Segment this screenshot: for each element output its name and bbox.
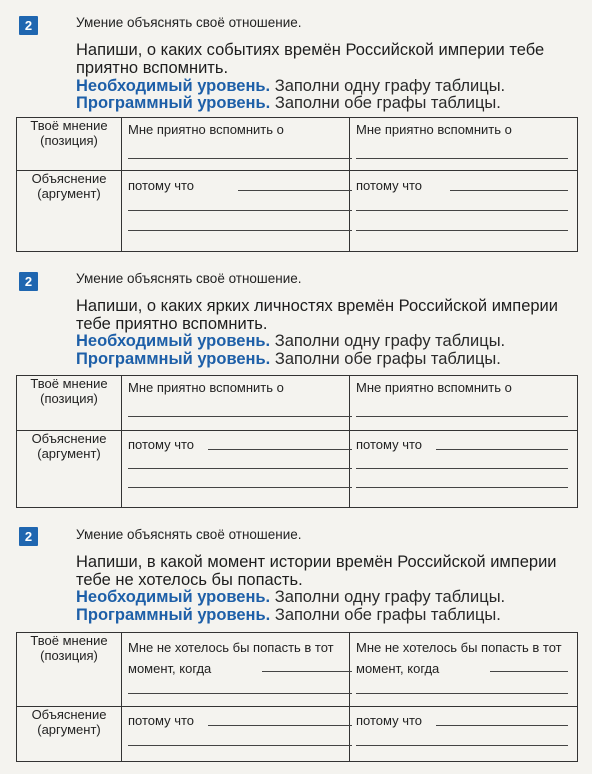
answer-line[interactable] bbox=[128, 745, 352, 746]
required-level-text: Заполни одну графу таблицы. bbox=[274, 332, 506, 350]
program-level-label: Программный уровень. bbox=[76, 606, 271, 624]
required-level-label: Необходимый уровень. bbox=[76, 332, 271, 350]
col-header: Мне приятно вспомнить о bbox=[128, 122, 284, 137]
answer-table bbox=[16, 632, 578, 762]
because-label: потому что bbox=[356, 178, 423, 193]
answer-line[interactable] bbox=[208, 449, 352, 450]
answer-line[interactable] bbox=[356, 468, 568, 469]
answer-line[interactable] bbox=[490, 671, 568, 672]
answer-line[interactable] bbox=[128, 487, 352, 488]
answer-table bbox=[16, 375, 578, 508]
required-level-text: Заполни одну графу таблицы. bbox=[274, 77, 506, 95]
because-label: потому что bbox=[128, 713, 195, 728]
because-label: потому что bbox=[356, 437, 423, 452]
required-level-line bbox=[76, 588, 505, 607]
row-label-position: Твоё мнение (позиция) bbox=[17, 633, 122, 707]
skill-caption: Умение объяснять своё отношение. bbox=[76, 15, 302, 30]
col-header: Мне не хотелось бы попасть в тот момент, когда bbox=[128, 640, 334, 676]
program-level-text: Заполни обе графы таблицы. bbox=[274, 350, 501, 368]
cell-argument-col1 bbox=[122, 431, 350, 508]
program-level-line bbox=[76, 94, 501, 113]
skill-caption: Умение объяснять своё отношение. bbox=[76, 527, 302, 542]
cell-position-col2 bbox=[350, 118, 578, 171]
answer-line[interactable] bbox=[436, 449, 568, 450]
row-label-argument: Объяснение (аргумент) bbox=[17, 171, 122, 252]
answer-line[interactable] bbox=[128, 416, 352, 417]
program-level-label: Программный уровень. bbox=[76, 350, 271, 368]
answer-line[interactable] bbox=[128, 158, 352, 159]
program-level-label: Программный уровень. bbox=[76, 94, 271, 112]
cell-position-col2 bbox=[350, 376, 578, 431]
answer-table bbox=[16, 117, 578, 252]
answer-line[interactable] bbox=[356, 745, 568, 746]
cell-argument-col2 bbox=[350, 707, 578, 762]
answer-line[interactable] bbox=[128, 468, 352, 469]
cell-position-col2 bbox=[350, 633, 578, 707]
because-label: потому что bbox=[128, 437, 195, 452]
answer-line[interactable] bbox=[208, 725, 352, 726]
skill-caption: Умение объяснять своё отношение. bbox=[76, 271, 302, 286]
cell-argument-col2 bbox=[350, 431, 578, 508]
cell-position-col1 bbox=[122, 118, 350, 171]
row-label-argument: Объяснение (аргумент) bbox=[17, 431, 122, 508]
program-level-line bbox=[76, 606, 501, 625]
cell-position-col1 bbox=[122, 633, 350, 707]
cell-argument-col1 bbox=[122, 707, 350, 762]
col-header: Мне приятно вспомнить о bbox=[356, 380, 512, 395]
task-number-badge: 2 bbox=[19, 272, 38, 291]
answer-line[interactable] bbox=[436, 725, 568, 726]
program-level-text: Заполни обе графы таблицы. bbox=[274, 94, 501, 112]
col-header: Мне приятно вспомнить о bbox=[356, 122, 512, 137]
required-level-text: Заполни одну графу таблицы. bbox=[274, 588, 506, 606]
answer-line[interactable] bbox=[238, 190, 352, 191]
row-label-position: Твоё мнение (позиция) bbox=[17, 376, 122, 431]
row-label-position: Твоё мнение (позиция) bbox=[17, 118, 122, 171]
answer-line[interactable] bbox=[356, 158, 568, 159]
required-level-line bbox=[76, 332, 505, 351]
answer-line[interactable] bbox=[356, 210, 568, 211]
program-level-line bbox=[76, 350, 501, 369]
program-level-text: Заполни обе графы таблицы. bbox=[274, 606, 501, 624]
required-level-label: Необходимый уровень. bbox=[76, 588, 271, 606]
question-text: Напиши, о каких событиях времён Российской империи тебе приятно вспомнить. bbox=[76, 41, 545, 77]
answer-line[interactable] bbox=[262, 671, 352, 672]
task-number-badge: 2 bbox=[19, 527, 38, 546]
answer-line[interactable] bbox=[450, 190, 568, 191]
answer-line[interactable] bbox=[356, 487, 568, 488]
question-text: Напиши, о каких ярких личностях времён Российской империи тебе приятно вспомнить. bbox=[76, 297, 558, 333]
answer-line[interactable] bbox=[128, 210, 352, 211]
cell-argument-col1 bbox=[122, 171, 350, 252]
because-label: потому что bbox=[356, 713, 423, 728]
question-text: Напиши, в какой момент истории времён Российской империи тебе не хотелось бы попасть. bbox=[76, 553, 557, 589]
row-label-argument: Объяснение (аргумент) bbox=[17, 707, 122, 762]
answer-line[interactable] bbox=[356, 230, 568, 231]
answer-line[interactable] bbox=[356, 416, 568, 417]
answer-line[interactable] bbox=[128, 693, 352, 694]
because-label: потому что bbox=[128, 178, 195, 193]
col-header: Мне не хотелось бы попасть в тот момент, когда bbox=[356, 640, 562, 676]
answer-line[interactable] bbox=[356, 693, 568, 694]
cell-position-col1 bbox=[122, 376, 350, 431]
answer-line[interactable] bbox=[128, 230, 352, 231]
col-header: Мне приятно вспомнить о bbox=[128, 380, 284, 395]
task-number-badge: 2 bbox=[19, 16, 38, 35]
cell-argument-col2 bbox=[350, 171, 578, 252]
required-level-label: Необходимый уровень. bbox=[76, 77, 271, 95]
